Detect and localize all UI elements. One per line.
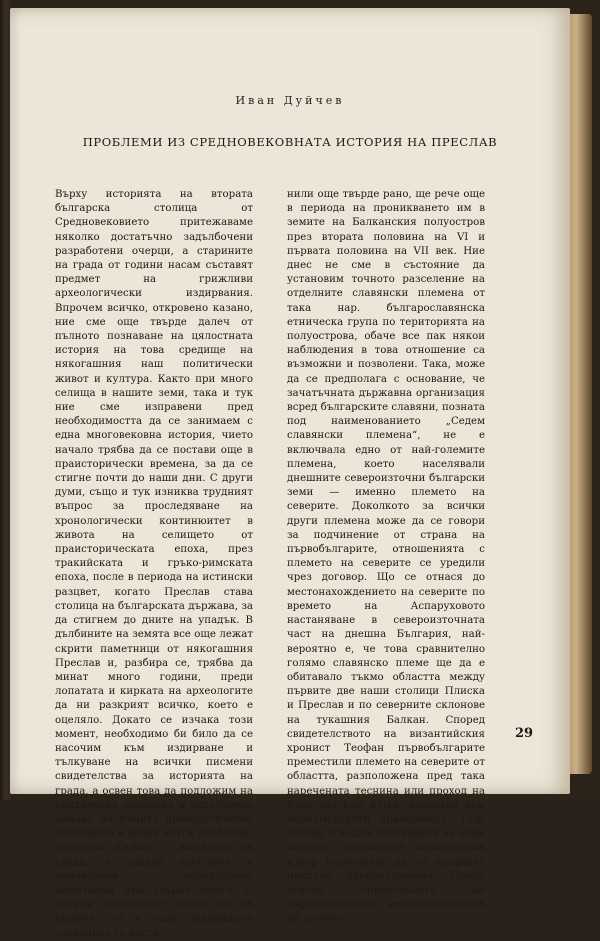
article-title: ПРОБЛЕМИ ИЗ СРЕДНОВЕКОВНАТА ИСТОРИЯ НА ПРЕСЛАВ: [82, 135, 498, 149]
page-edge: [568, 14, 592, 774]
author-name: Иван Дуйчев: [235, 94, 345, 107]
paragraph: нили още твърде рано, ще рече още в периода на проникването им в земите на Балканския полуостров през втората половина на VI и първата половина на VII век. Ние днес не сме в състояние да установим точното разселение на отделните славянски племена от така нар. българославянска етническа група по територията на полуострова, обаче все пак някои наблюдения в това отношение са възможни и позволени. Така, може да се предполага с основание, че зачатъчната държавна организация всред българските славяни, позната под наименованието „Седем славянски племена“, не е включвала едно от най-големите племена, което населявали днешните североизточни български земи — именно племето на северите. Доколкото за всички други племена може да се говори за подчинение от страна на първобългарите, отношенията с племето на северите се уредили чрез договор. Що се отнася до местонахождението на северите по времето на Аспаруховото настаняване в североизточната част на днешна България, най-вероятно е, че това сравнително голямо славянско племе ще да е обитавало тъкмо областта между първите две наши столици Плиска и Преслав и по северните склонове на тукашния Балкан. Според свидетелството на византийския хронист Теофан първобългарите преместили племето на северите от областта, разположена пред така наречената теснина или проход на Веригава към изток, вероятно към черноморското крайбрежие. Тези твърде оскъдни посочвания на един напълно достоверен византийски извор позволяват да се направят няколко предположения. Преди всичко определянето на първоначалното местонахождение на племето: [287, 189, 485, 925]
text-column-right: [287, 188, 485, 925]
text-column-left: [55, 188, 253, 939]
book-page: [10, 8, 570, 939]
page-number: 29: [515, 726, 534, 741]
paragraph: Върху историята на втората българска столица от Средновековието притежаваме няколко достатъчно задълбочени разработени очерци, а старините на града от години насам съставят предмет на грижливи археологически издирвания. Впрочем всичко, откровено казано, ние сме още твърде далеч от пълното познаване на цялостната история на това средище на някогашния наш политически живот и култура. Както при много селища в нашите земи, така и тук ние сме изправени пред необходимостта да се занимаем с една многовековна история, чието начало трябва да се постави още в праисторически времена, за да се стигне почти до наши дни. С други думи, също и тук изниква трудният въпрос за проследяване на хронологически континюитет в живота на селището от праисторическата епоха, през тракийската и гръко-римската епоха, после в периода на истински разцвет, когато Преслав става столица на българската държава, за да стигнем до дните на упадък. В дълбините на земята все още лежат скрити паметници от някогашния Преслав и, разбира се, трябва да минат много години, преди лопатата и кирката на археологите да ни разкрият всичко, което е оцеляло. Докато се изчака този момент, необходимо би било да се насочим към издирване и тълкуване на всички писмени свидетелства за историята на града, а освен това да подложим на критическа преценка и задълбочен анализ наличните археологически паметници и разни други проблеми, свързани изобщо с миналото на града. А такива проблеми и неизяснени заподозрени паметници има твърде много. С голяма вероятност може да се приеме, че в тази покрайнина славяните се наста-: [55, 189, 253, 939]
